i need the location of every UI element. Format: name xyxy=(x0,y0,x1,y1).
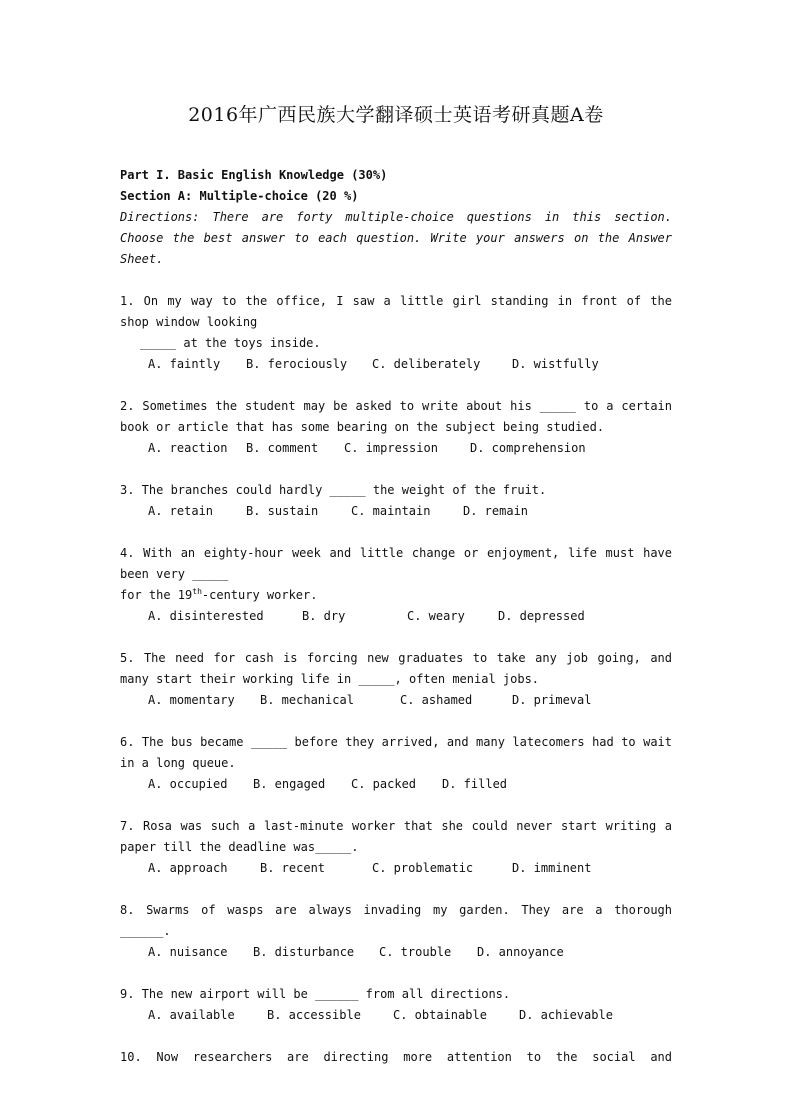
option-b: B. mechanical xyxy=(260,693,354,707)
page-title: 2016年广西民族大学翻译硕士英语考研真题A卷 xyxy=(188,104,604,126)
question-8 xyxy=(120,900,672,963)
answer-options xyxy=(120,774,672,795)
question-stem-continued: _____ at the toys inside. xyxy=(140,336,321,350)
answer-options xyxy=(120,438,672,459)
question-10 xyxy=(120,1047,672,1068)
part-heading: Part I. Basic English Knowledge (30%) xyxy=(120,168,388,182)
question-3 xyxy=(120,480,672,522)
answer-options xyxy=(120,501,672,522)
option-b: B. ferociously xyxy=(246,357,348,371)
question-stem: 1. On my way to the office, I saw a little girl standing in front of the shop window looking xyxy=(120,294,672,329)
option-b: B. dry xyxy=(302,609,346,623)
question-2 xyxy=(120,396,672,459)
option-d: D. annoyance xyxy=(477,945,564,959)
option-c: C. weary xyxy=(407,609,465,623)
option-c: C. maintain xyxy=(351,504,431,518)
question-stem: 7. Rosa was such a last-minute worker that she could never start writing a paper till the deadline was_____. xyxy=(120,819,672,854)
option-c: C. obtainable xyxy=(393,1008,487,1022)
question-stem: 8. Swarms of wasps are always invading my garden. They are a thorough ______. xyxy=(120,903,672,938)
option-d: D. imminent xyxy=(512,861,592,875)
option-c: C. deliberately xyxy=(372,357,481,371)
option-b: B. engaged xyxy=(253,777,326,791)
option-d: D. remain xyxy=(463,504,529,518)
option-a: A. approach xyxy=(148,861,228,875)
question-stem: 10. Now researchers are directing more attention to the social and xyxy=(120,1050,672,1064)
option-b: B. sustain xyxy=(246,504,319,518)
document-page xyxy=(120,100,672,1089)
option-a: A. disinterested xyxy=(148,609,264,623)
option-c: C. problematic xyxy=(372,861,474,875)
option-c: C. trouble xyxy=(379,945,452,959)
option-a: A. reaction xyxy=(148,441,228,455)
question-stem-continued: for the 19th-century worker. xyxy=(120,587,318,602)
option-c: C. packed xyxy=(351,777,417,791)
question-1 xyxy=(120,291,672,375)
section-heading: Section A: Multiple-choice (20 %) xyxy=(120,189,359,203)
answer-options xyxy=(120,1005,672,1026)
option-a: A. occupied xyxy=(148,777,228,791)
option-d: D. wistfully xyxy=(512,357,599,371)
answer-options xyxy=(120,606,672,627)
option-c: C. ashamed xyxy=(400,693,473,707)
question-4 xyxy=(120,543,672,627)
option-b: B. comment xyxy=(246,441,319,455)
option-b: B. disturbance xyxy=(253,945,355,959)
directions-text: Directions: There are forty multiple-choice questions in this section. Choose the best answer to each question. Write your answers on the Answer Sheet. xyxy=(120,210,672,266)
question-stem: 9. The new airport will be ______ from all directions. xyxy=(120,987,511,1001)
option-c: C. impression xyxy=(344,441,438,455)
answer-options xyxy=(120,354,672,375)
question-stem: 6. The bus became _____ before they arrived, and many latecomers had to wait in a long queue. xyxy=(120,735,672,770)
question-stem: 2. Sometimes the student may be asked to write about his _____ to a certain book or article that has some bearing on the subject being studied. xyxy=(120,399,672,434)
option-a: A. available xyxy=(148,1008,235,1022)
question-6 xyxy=(120,732,672,795)
question-stem: 3. The branches could hardly _____ the weight of the fruit. xyxy=(120,483,547,497)
question-stem: 5. The need for cash is forcing new graduates to take any job going, and many start their working life in _____, often menial jobs. xyxy=(120,651,672,686)
answer-options xyxy=(120,942,672,963)
option-d: D. filled xyxy=(442,777,508,791)
option-d: D. achievable xyxy=(519,1008,613,1022)
question-stem: 4. With an eighty-hour week and little change or enjoyment, life must have been very _____ xyxy=(120,546,672,581)
answer-options xyxy=(120,690,672,711)
answer-options xyxy=(120,858,672,879)
option-a: A. faintly xyxy=(148,357,221,371)
question-5 xyxy=(120,648,672,711)
option-d: D. primeval xyxy=(512,693,592,707)
option-d: D. comprehension xyxy=(470,441,586,455)
question-9 xyxy=(120,984,672,1026)
option-d: D. depressed xyxy=(498,609,585,623)
option-a: A. retain xyxy=(148,504,214,518)
option-a: A. momentary xyxy=(148,693,235,707)
option-a: A. nuisance xyxy=(148,945,228,959)
option-b: B. recent xyxy=(260,861,326,875)
option-b: B. accessible xyxy=(267,1008,361,1022)
question-7 xyxy=(120,816,672,879)
